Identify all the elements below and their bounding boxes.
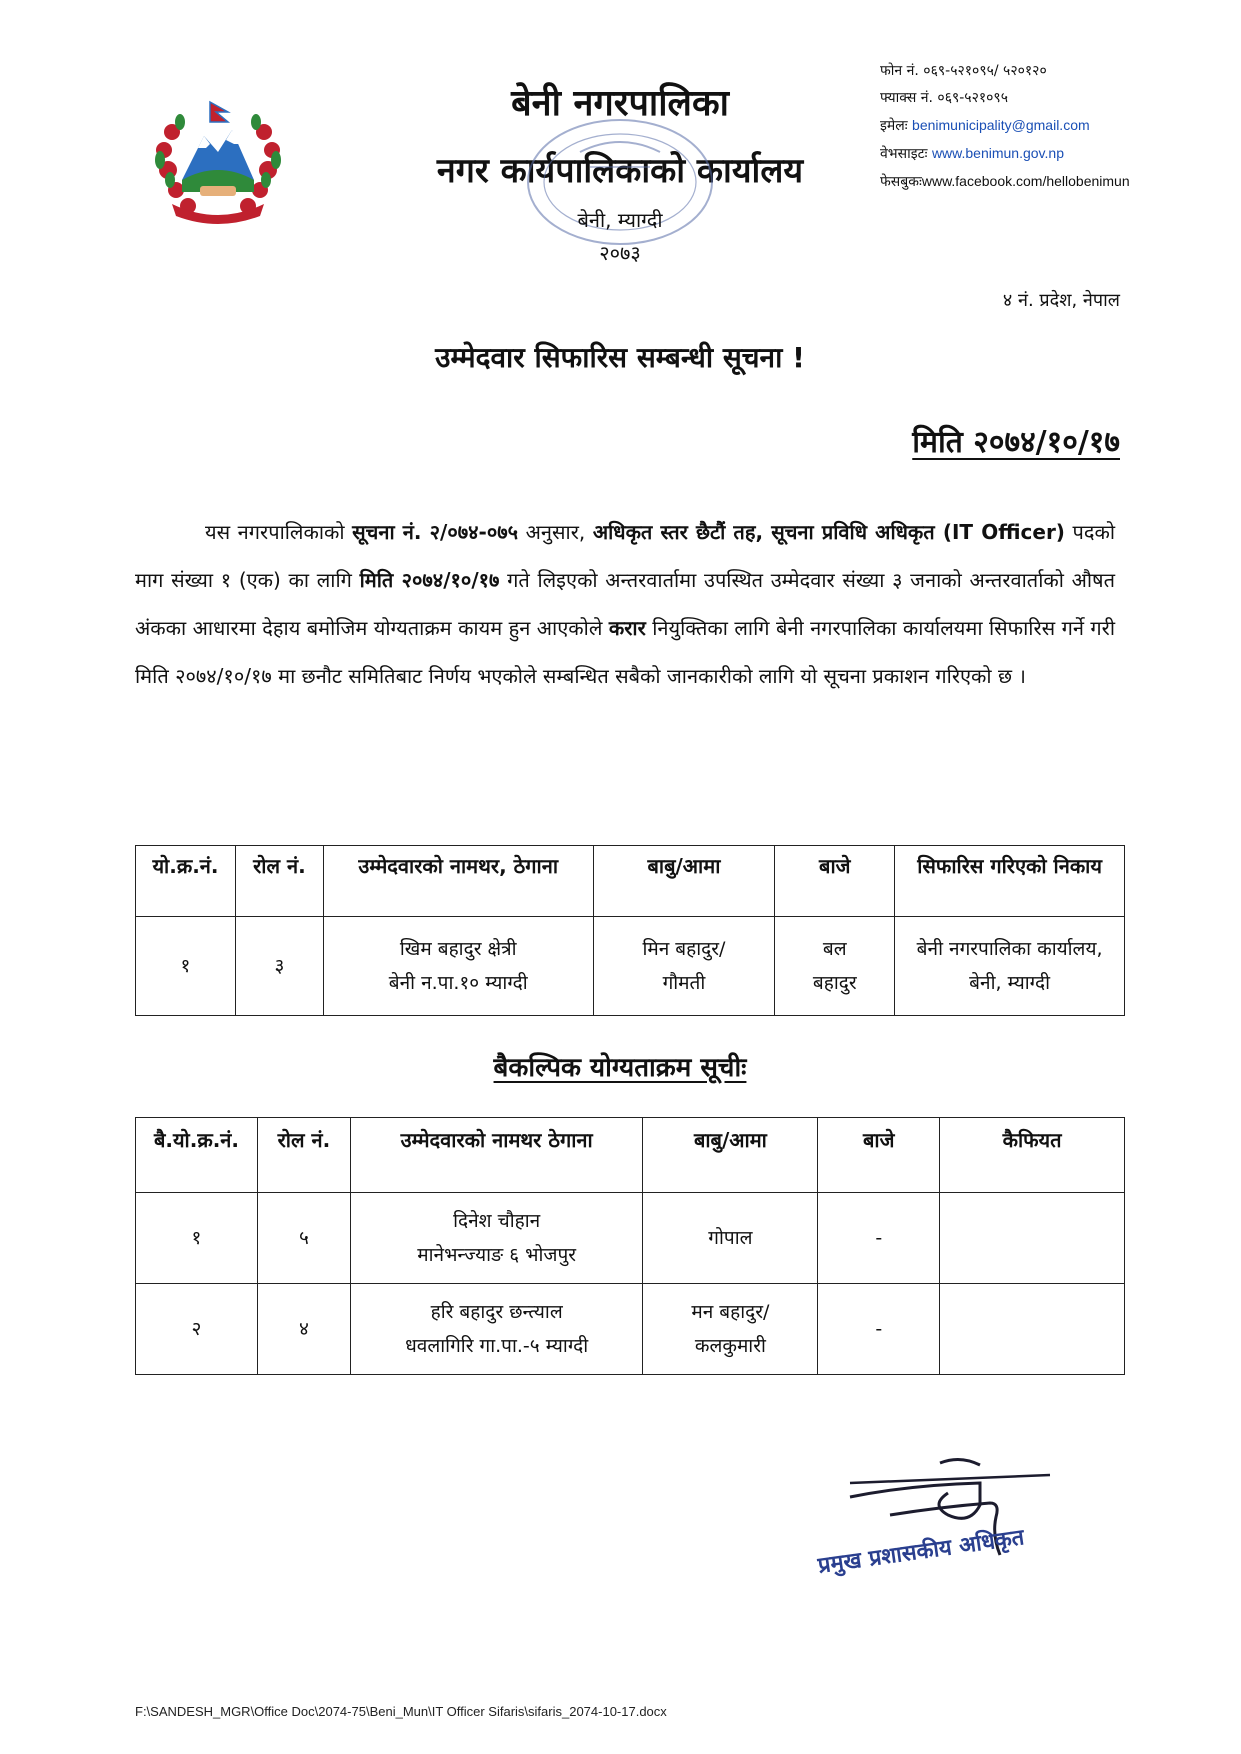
body-text-1: यस नगरपालिकाको — [205, 520, 345, 544]
table-row — [136, 1193, 1125, 1284]
body-text-5: नियुक्तिका लागि बेनी नगरपालिका कार्यालयमा सिफारिस गर्ने गरी मिति २०७४/१०/१७ मा छनौट समितिबाट निर्णय भएकोले सम्बन्धित सबैको जानकारीको लागि यो सूचना प्रकाशन गरिएको छ । — [135, 616, 1116, 688]
email-label: इमेलः — [880, 118, 908, 134]
website-link[interactable]: www.benimun.gov.np — [931, 145, 1064, 161]
fax-line: फ्याक्स नं. ०६९-५२१०९५ — [880, 90, 1008, 106]
body-bold-2: अधिकृत स्तर छैटौं तह, सूचना प्रविधि अधिकृत (IT Officer) — [592, 520, 1065, 544]
col-parents: बाबु/आमा — [593, 846, 775, 917]
body-text-3: पदको माग संख्या १ (एक) का लागि — [135, 520, 1116, 592]
candidate-address: मानेभन्ज्याङ ६ भोजपुर — [417, 1244, 577, 1266]
col-grandfather: बाजे — [775, 846, 895, 917]
grandfather-line-2: बहादुर — [812, 972, 857, 994]
col-roll: रोल नं. — [235, 846, 323, 917]
grandfather-line-1: बल — [822, 938, 847, 960]
body-text-2: अनुसार, — [525, 520, 586, 544]
col-remarks: कैफियत — [940, 1118, 1125, 1193]
notice-title: उम्मेदवार सिफारिस सम्बन्धी सूचना ! — [435, 341, 805, 374]
table-header-row — [136, 1118, 1125, 1193]
facebook-line — [880, 168, 1210, 196]
candidate-name: दिनेश चौहान — [453, 1210, 541, 1232]
file-path-footer: F:\SANDESH_MGR\Office Doc\2074-75\Beni_Mun\IT Officer Sifaris\sifaris_2074-10-17.docx — [135, 1704, 667, 1719]
cell-serial: १ — [136, 1193, 258, 1284]
contact-block — [880, 58, 1210, 196]
cell-remarks — [940, 1284, 1125, 1375]
office-line-2: बेनी, म्याग्दी — [969, 972, 1051, 994]
body-bold-1: सूचना नं. २/०७४-०७५ — [352, 520, 519, 544]
col-name: उम्मेदवारको नामथर ठेगाना — [350, 1118, 643, 1193]
email-line — [880, 112, 1210, 140]
candidate-name: हरि बहादुर छन्त्याल — [430, 1301, 563, 1323]
col-serial: यो.क्र.नं. — [136, 846, 236, 917]
cell-grandfather: - — [818, 1284, 940, 1375]
col-parents: बाबु/आमा — [643, 1118, 818, 1193]
website-line — [880, 140, 1210, 168]
cell-name — [350, 1284, 643, 1375]
cell-serial: २ — [136, 1284, 258, 1375]
candidate-address: बेनी न.पा.१० म्याग्दी — [388, 972, 528, 994]
body-bold-4: करार — [608, 616, 646, 640]
parents-line-1: मन बहादुर/ — [691, 1301, 770, 1323]
cell-roll: ५ — [257, 1193, 350, 1284]
email-link[interactable]: benimunicipality@gmail.com — [912, 117, 1090, 133]
body-bold-3: मिति २०७४/१०/१७ — [359, 568, 500, 592]
notice-date: मिति २०७४/१०/१७ — [912, 425, 1120, 460]
cell-grandfather: - — [818, 1193, 940, 1284]
parents-line-2: कलकुमारी — [694, 1335, 766, 1357]
notice-body — [135, 508, 1115, 700]
org-name: बेनी नगरपालिका — [511, 83, 729, 124]
alternate-candidate-table — [135, 1117, 1125, 1375]
province-line: ४ नं. प्रदेश, नेपाल — [1002, 290, 1120, 311]
government-emblem — [148, 100, 288, 230]
website-label: वेभसाइटः — [880, 146, 928, 162]
cell-parents — [643, 1193, 818, 1284]
col-name: उम्मेदवारको नामथर, ठेगाना — [323, 846, 593, 917]
parents-line-1: गोपाल — [708, 1227, 753, 1249]
cell-office — [895, 917, 1125, 1016]
cell-serial: १ — [136, 917, 236, 1016]
office-year: २०७३ — [599, 241, 641, 265]
cell-roll: ३ — [235, 917, 323, 1016]
parents-line-1: मिन बहादुर/ — [642, 938, 726, 960]
recommended-candidate-table — [135, 845, 1125, 1016]
cell-name — [323, 917, 593, 1016]
cell-parents — [593, 917, 775, 1016]
table-row — [136, 917, 1125, 1016]
cell-grandfather — [775, 917, 895, 1016]
candidate-address: धवलागिरि गा.पा.-५ म्याग्दी — [405, 1335, 589, 1357]
cell-roll: ४ — [257, 1284, 350, 1375]
alternate-list-title: बैकल्पिक योग्यताक्रम सूचीः — [493, 1053, 747, 1083]
table-row — [136, 1284, 1125, 1375]
table-header-row — [136, 846, 1125, 917]
parents-line-2: गौमती — [662, 972, 706, 994]
phone-line: फोन नं. ०६९-५२१०९५/ ५२०१२० — [880, 63, 1047, 79]
col-alt-serial: बै.यो.क्र.नं. — [136, 1118, 258, 1193]
cell-remarks — [940, 1193, 1125, 1284]
body-text-4: गते लिइएको अन्तरवार्तामा उपस्थित उम्मेदवार संख्या ३ जनाको अन्तरवार्ताको औषत अंकका आधारमा देहाय बमोजिम योग्यताक्रम कायम हुन आएकोले — [135, 568, 1116, 640]
officer-title-stamp: प्रमुख प्रशासकीय अधिकृत — [816, 1525, 1026, 1579]
facebook-link[interactable]: www.facebook.com/hellobenimun — [921, 173, 1130, 189]
candidate-name: खिम बहादुर क्षेत्री — [399, 938, 517, 960]
cell-parents — [643, 1284, 818, 1375]
office-location: बेनी, म्याग्दी — [577, 208, 663, 232]
facebook-label: फेसबुकः — [880, 174, 922, 190]
cell-name — [350, 1193, 643, 1284]
office-name: नगर कार्यपालिकाको कार्यालय — [436, 151, 804, 191]
col-office: सिफारिस गरिएको निकाय — [895, 846, 1125, 917]
col-grandfather: बाजे — [818, 1118, 940, 1193]
col-roll: रोल नं. — [257, 1118, 350, 1193]
office-line-1: बेनी नगरपालिका कार्यालय, — [916, 938, 1103, 960]
